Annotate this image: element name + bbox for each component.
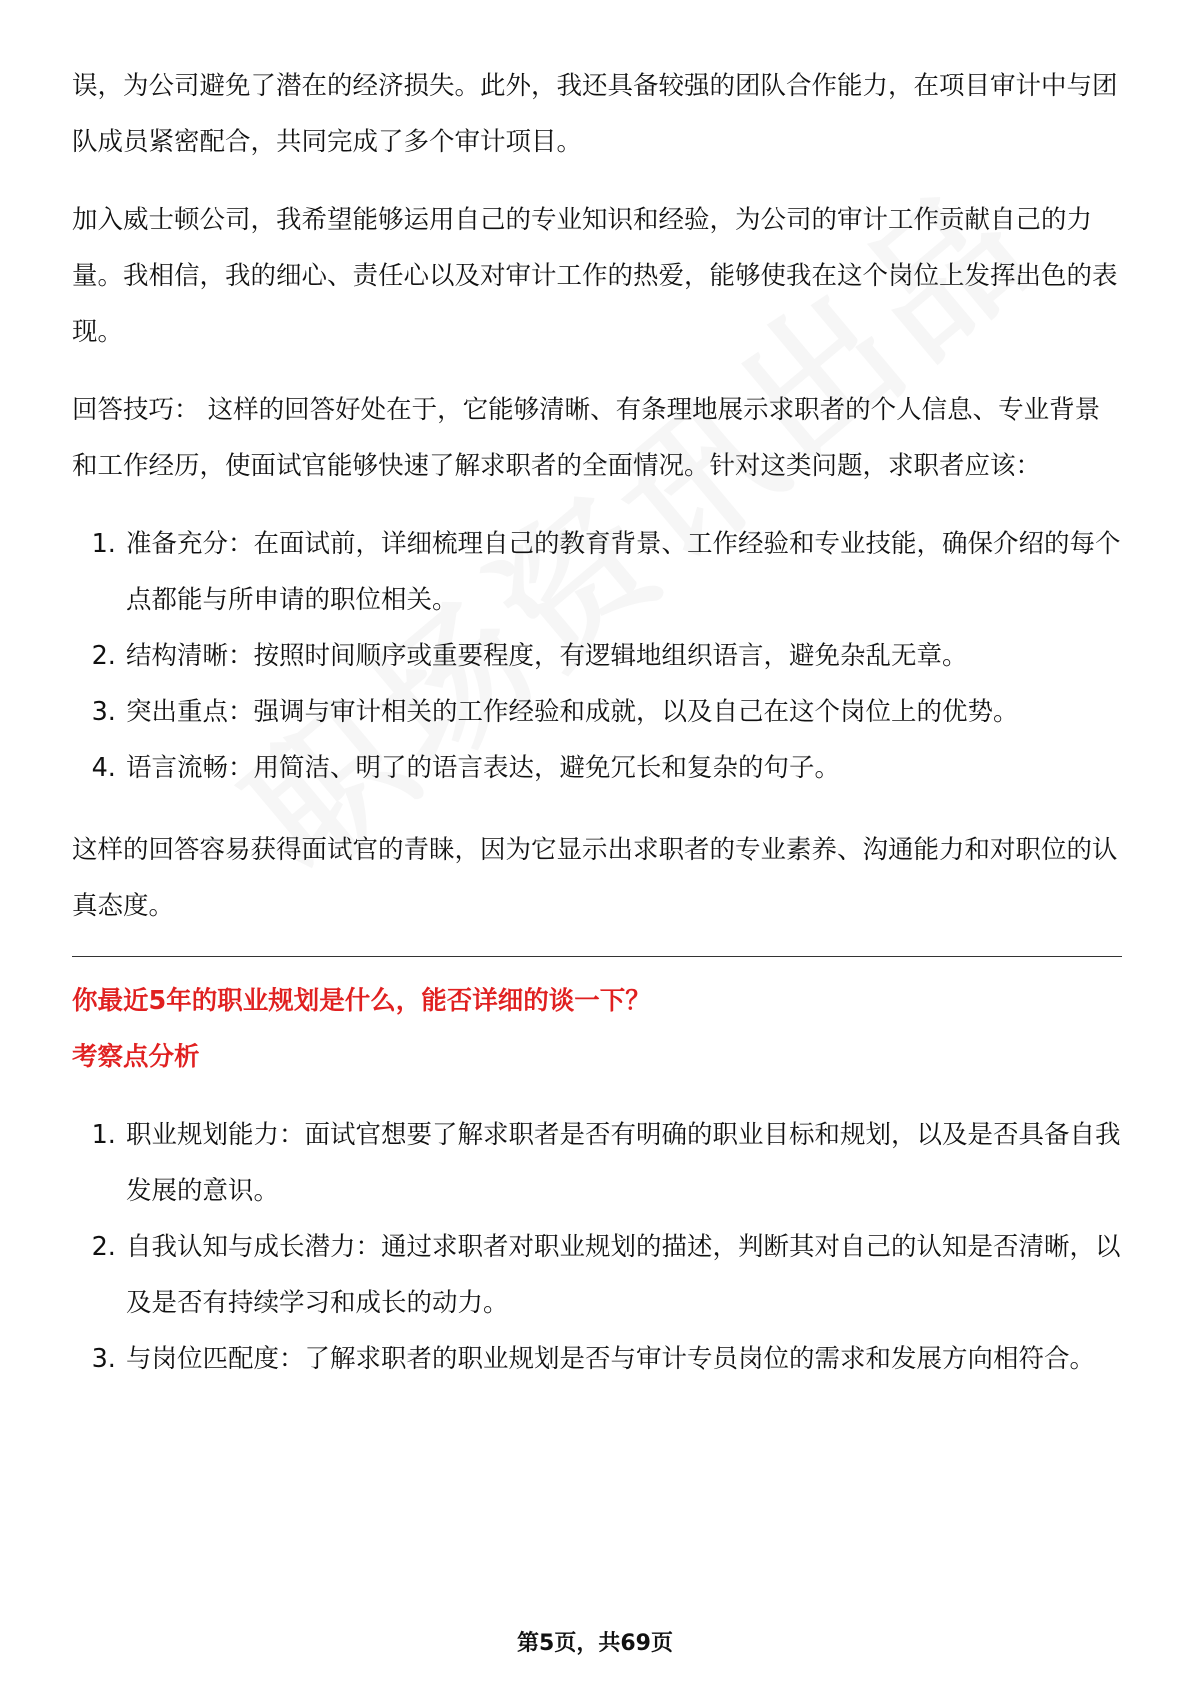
paragraph-answer-tips: 回答技巧： 这样的回答好处在于，它能够清晰、有条理地展示求职者的个人信息、专业背景和工作经历，使面试官能够快速了解求职者的全面情况。针对这类问题，求职者应该： [72,395,1101,481]
page-content [72,58,1122,1413]
paragraph-conclusion: 这样的回答容易获得面试官的青睐，因为它显示出求职者的专业素养、沟通能力和对职位的认真态度。 [72,835,1118,921]
paragraph-experience: 误，为公司避免了潜在的经济损失。此外，我还具备较强的团队合作能力，在项目审计中与团队成员紧密配合，共同完成了多个审计项目。 [72,71,1118,157]
analysis-list [72,1107,1122,1387]
page-footer: 第5页，共69页 [517,1631,673,1656]
list-item: 2. 自我认知与成长潜力：通过求职者对职业规划的描述，判断其对自己的认知是否清晰，以及是否有持续学习和成长的动力。 [124,1219,1122,1331]
analysis-heading: 考察点分析 [72,1042,200,1072]
question-heading: 你最近5年的职业规划是什么，能否详细的谈一下？ [72,986,651,1016]
tips-list [72,516,1122,796]
list-item: 2. 结构清晰：按照时间顺序或重要程度，有逻辑地组织语言，避免杂乱无章。 [124,628,1122,684]
section-divider [72,956,1122,957]
list-item: 1. 职业规划能力：面试官想要了解求职者是否有明确的职业目标和规划，以及是否具备自我发展的意识。 [124,1107,1122,1219]
list-item: 3. 与岗位匹配度：了解求职者的职业规划是否与审计专员岗位的需求和发展方向相符合。 [124,1331,1122,1387]
list-item: 1. 准备充分：在面试前，详细梳理自己的教育背景、工作经验和专业技能，确保介绍的每个点都能与所申请的职位相关。 [124,516,1122,628]
list-item: 3. 突出重点：强调与审计相关的工作经验和成就，以及自己在这个岗位上的优势。 [124,684,1122,740]
list-item: 4. 语言流畅：用简洁、明了的语言表达，避免冗长和复杂的句子。 [124,740,1122,796]
paragraph-motivation: 加入威士顿公司，我希望能够运用自己的专业知识和经验，为公司的审计工作贡献自己的力量。我相信，我的细心、责任心以及对审计工作的热爱，能够使我在这个岗位上发挥出色的表现。 [72,205,1118,347]
